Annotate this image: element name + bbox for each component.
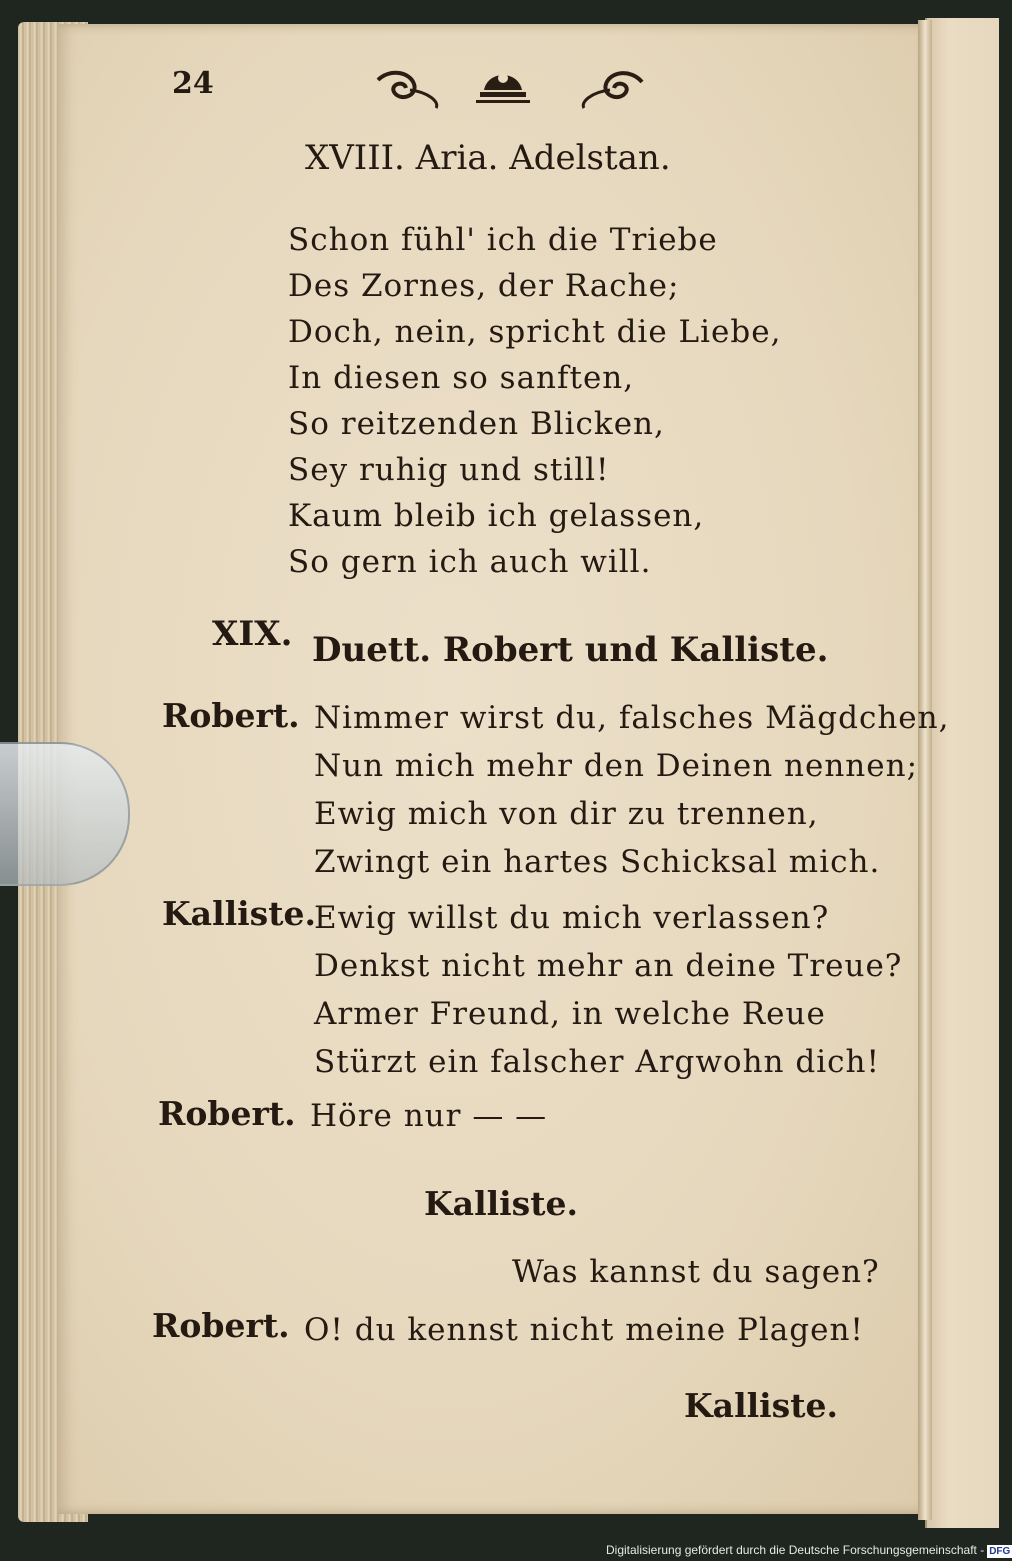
- aria-heading: XVIII. Aria. Adelstan.: [305, 138, 671, 178]
- speaker-robert: Robert.: [158, 1094, 296, 1133]
- footer-credit: [606, 1540, 1011, 1560]
- footer-text: Digitalisierung gefördert durch die Deutsche Forschungsgemeinschaft -: [606, 1543, 985, 1557]
- verse-line: Zwingt ein hartes Schicksal mich.: [314, 844, 881, 880]
- verse-line: Nun mich mehr den Deinen nennen;: [314, 748, 919, 784]
- aria-line: So reitzenden Blicken,: [288, 406, 665, 442]
- verse-line: O! du kennst nicht meine Plagen!: [304, 1312, 864, 1348]
- page-gutter: [918, 20, 932, 1520]
- verse-line: Nimmer wirst du, falsches Mägdchen,: [314, 700, 950, 736]
- aria-line: Des Zornes, der Rache;: [288, 268, 680, 304]
- speaker-robert: Robert.: [162, 696, 300, 735]
- verse-line: Höre nur — —: [310, 1098, 548, 1134]
- speaker-kalliste: Kalliste.: [424, 1184, 578, 1223]
- verse-line: Ewig mich von dir zu trennen,: [314, 796, 819, 832]
- page-holder-clip: [0, 742, 130, 886]
- speaker-robert: Robert.: [152, 1306, 290, 1345]
- aria-line: So gern ich auch will.: [288, 544, 652, 580]
- aria-line: Schon fühl' ich die Triebe: [288, 222, 718, 258]
- verse-line: Denkst nicht mehr an deine Treue?: [314, 948, 903, 984]
- page-number: 24: [172, 66, 214, 101]
- verse-line: Stürzt ein falscher Argwohn dich!: [314, 1044, 880, 1080]
- verse-line: Ewig willst du mich verlassen?: [314, 900, 830, 936]
- aria-line: Kaum bleib ich gelassen,: [288, 498, 705, 534]
- duett-number: XIX.: [212, 614, 293, 654]
- aria-line: Sey ruhig und still!: [288, 452, 610, 488]
- aria-line: In diesen so sanften,: [288, 360, 635, 396]
- dfg-logo: DFG: [989, 1546, 1011, 1557]
- speaker-kalliste: Kalliste.: [684, 1386, 838, 1425]
- verse-line: Was kannst du sagen?: [512, 1254, 880, 1290]
- verse-line: Armer Freund, in welche Reue: [314, 996, 826, 1032]
- speaker-kalliste: Kalliste.: [162, 894, 316, 933]
- header-ornament: [370, 62, 650, 122]
- duett-title: Duett. Robert und Kalliste.: [312, 630, 829, 670]
- aria-line: Doch, nein, spricht die Liebe,: [288, 314, 782, 350]
- facing-page: [925, 18, 999, 1528]
